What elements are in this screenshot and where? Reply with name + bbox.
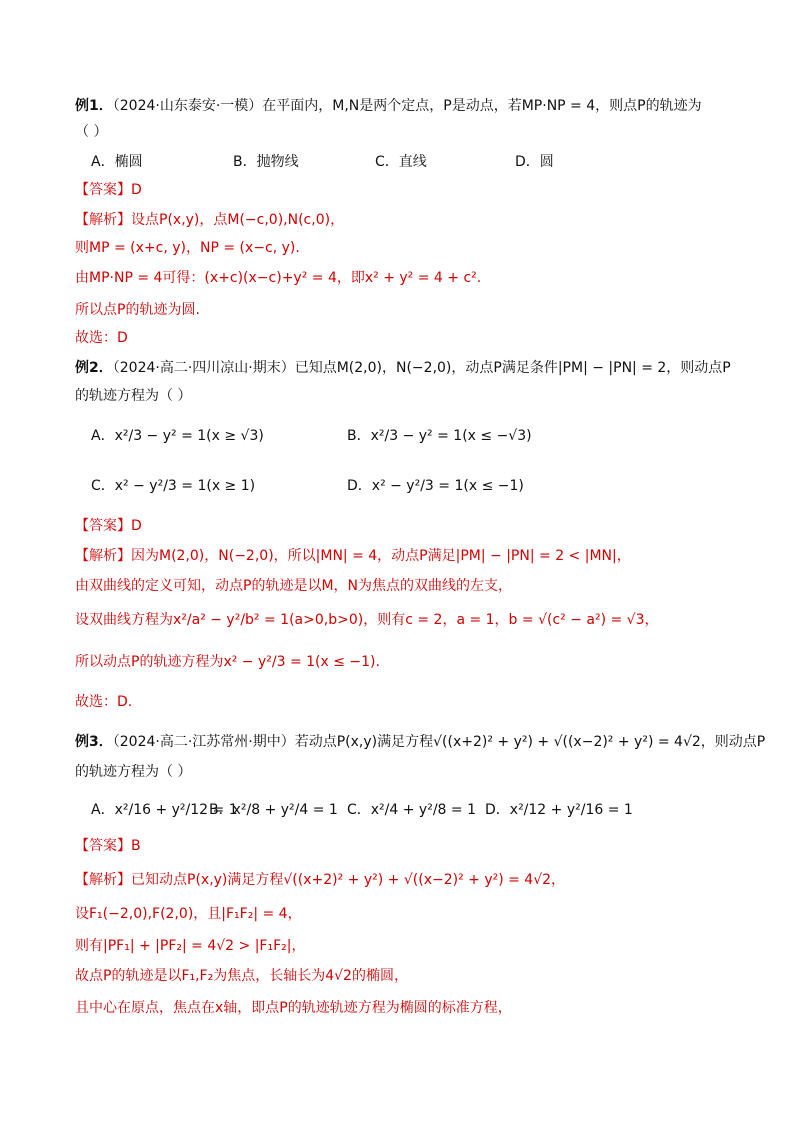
ex1-analysis-line4: 所以点P的轨迹为圆. <box>75 302 200 318</box>
ex1-analysis-tag: 【解析】 <box>75 212 131 228</box>
ex3-stem1: （2024·高二·江苏常州·期中）若动点P(x,y)满足方程√((x+2)² + y²) + √((x−2)² + y²) = 4√2，则动点P <box>112 734 766 750</box>
ex2-stem1: （2024·高二·四川凉山·期末）已知点M(2,0)，N(−2,0)，动点P满足条件|PM| − |PN| = 2，则动点P <box>112 360 731 376</box>
ex2-option-b: B．x²/3 − y² = 1(x ≤ −√3) <box>347 428 532 444</box>
ex2-answer: D <box>131 518 142 534</box>
ex1-option-d: D．圆 <box>515 154 554 170</box>
ex3-analysis-line4: 故点P的轨迹是以F₁,F₂为焦点，长轴长为4√2的椭圆， <box>75 968 408 984</box>
ex1-stem-line1 <box>75 96 702 116</box>
ex2-option-c: C．x² − y²/3 = 1(x ≥ 1) <box>91 478 256 494</box>
ex3-analysis-text1: 已知动点P(x,y)满足方程√((x+2)² + y²) + √((x−2)² + y²) = 4√2， <box>131 872 566 888</box>
ex3-option-b: B．x²/8 + y²/4 = 1 <box>209 802 338 818</box>
ex2-option-d: D．x² − y²/3 = 1(x ≤ −1) <box>347 478 524 494</box>
ex1-label: 例1． <box>75 98 113 114</box>
ex2-answer-tag: 【答案】 <box>75 518 131 534</box>
ex1-analysis-line3: 由MP·NP = 4可得：(x+c)(x−c)+y² = 4，即x² + y² = 4 + c². <box>75 270 482 286</box>
ex1-analysis-line5: 故选：D <box>75 330 128 346</box>
ex1-option-a: A．椭圆 <box>91 154 143 170</box>
ex3-option-a: A．x²/16 + y²/12 = 1 <box>91 802 238 818</box>
ex2-analysis-line2: 由双曲线的定义可知，动点P的轨迹是以M，N为焦点的双曲线的左支， <box>75 578 512 594</box>
ex3-analysis-tag: 【解析】 <box>75 872 131 888</box>
ex3-analysis-line1 <box>75 870 565 890</box>
ex1-option-c: C．直线 <box>375 154 427 170</box>
ex1-stem1: （2024·山东泰安·一模）在平面内，M,N是两个定点，P是动点，若MP·NP = 4，则点P的轨迹为 <box>112 98 702 114</box>
ex2-label: 例2． <box>75 360 113 376</box>
ex2-analysis-line3: 设双曲线方程为x²/a² − y²/b² = 1(a>0,b>0)，则有c = 2，a = 1，b = √(c² − a²) = √3， <box>75 612 659 628</box>
ex3-analysis-line3: 则有|PF₁| + |PF₂| = 4√2 > |F₁F₂|， <box>75 938 306 954</box>
ex3-answer-tag: 【答案】 <box>75 838 131 854</box>
ex3-stem2: 的轨迹方程为（ ） <box>75 764 192 780</box>
ex2-stem-line1 <box>75 358 731 378</box>
ex3-answer-line <box>75 836 141 856</box>
ex3-label: 例3． <box>75 734 113 750</box>
ex2-stem2: 的轨迹方程为（ ） <box>75 388 192 404</box>
ex1-analysis-line2: 则MP = (x+c, y)，NP = (x−c, y). <box>75 240 300 256</box>
ex1-analysis-text1: 设点P(x,y)，点M(−c,0),N(c,0)， <box>131 212 345 228</box>
ex2-analysis-line4: 所以动点P的轨迹方程为x² − y²/3 = 1(x ≤ −1). <box>75 654 380 670</box>
ex2-analysis-tag: 【解析】 <box>75 548 131 564</box>
ex3-analysis-line5: 且中心在原点，焦点在x轴，即点P的轨迹轨迹方程为椭圆的标准方程， <box>75 1000 512 1016</box>
ex1-option-b: B．抛物线 <box>233 154 299 170</box>
ex2-answer-line <box>75 516 142 536</box>
ex2-analysis-text1: 因为M(2,0)，N(−2,0)，所以|MN| = 4，动点P满足|PM| − |PN| = 2 < |MN|， <box>131 548 631 564</box>
ex3-stem-line1 <box>75 732 765 752</box>
ex2-analysis-line1 <box>75 546 631 566</box>
ex1-answer-tag: 【答案】 <box>75 182 131 198</box>
ex1-answer: D <box>131 182 142 198</box>
ex3-answer: B <box>131 838 141 854</box>
ex2-option-a: A．x²/3 − y² = 1(x ≥ √3) <box>91 428 264 444</box>
ex1-answer-line <box>75 180 142 200</box>
ex1-analysis-line1 <box>75 210 344 230</box>
ex3-analysis-line2: 设F₁(−2,0),F(2,0)，且|F₁F₂| = 4， <box>75 906 302 922</box>
ex3-option-d: D．x²/12 + y²/16 = 1 <box>485 802 633 818</box>
ex3-option-c: C．x²/4 + y²/8 = 1 <box>347 802 476 818</box>
ex1-stem2: （ ） <box>75 124 108 140</box>
ex2-analysis-line5: 故选：D. <box>75 694 133 710</box>
